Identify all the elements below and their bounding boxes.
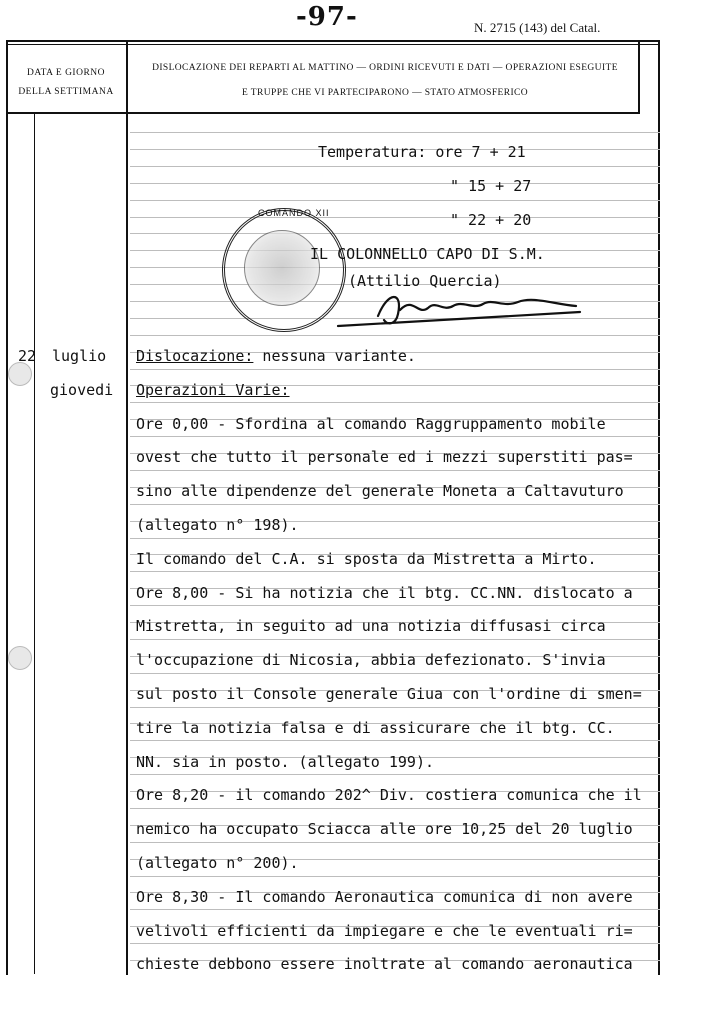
- line-text: nessuna variante.: [253, 347, 416, 365]
- entry-line: [136, 482, 624, 500]
- content-header-line2: E TRUPPE CHE VI PARTECIPARONO — STATO ATMOSFERICO: [242, 88, 528, 98]
- entry-day-number: 22: [18, 347, 37, 365]
- entry-line: [136, 786, 642, 804]
- entry-line: [136, 516, 299, 534]
- frame-left-line: [6, 40, 8, 975]
- ruled-line: [130, 267, 660, 268]
- punch-hole: [8, 362, 32, 386]
- ruled-line: [130, 436, 660, 437]
- line-text: (allegato n° 200).: [136, 854, 299, 872]
- content-header-line1: DISLOCAZIONE DEI REPARTI AL MATTINO — ORDINI RICEVUTI E DATI — OPERAZIONI ESEGUITE: [152, 63, 618, 73]
- line-text: tire la notizia falsa e di assicurare che il btg. CC.: [136, 718, 615, 737]
- ruled-line: [130, 504, 660, 505]
- ruled-line: [130, 166, 660, 167]
- catalog-reference: N. 2715 (143) del Catal.: [474, 20, 601, 35]
- entry-line: [136, 685, 642, 703]
- entry-line: [136, 719, 615, 737]
- entry-line: [136, 854, 299, 872]
- ruled-line: [130, 707, 660, 708]
- entry-line: [136, 347, 416, 365]
- line-text: velivoli efficienti da impiegare e che le eventuali ri=: [136, 921, 633, 940]
- ruled-line: [130, 200, 660, 201]
- temperature-line-3: " 22 + 20: [450, 211, 532, 229]
- entry-line: [136, 651, 606, 669]
- ruled-line: [130, 538, 660, 539]
- entry-line: [136, 617, 606, 635]
- line-text: sul posto il Console generale Giua con l'ordine di smen=: [136, 685, 642, 703]
- ruled-line: [130, 605, 660, 606]
- entry-line: [136, 550, 597, 568]
- ruled-line: [130, 943, 660, 944]
- ruled-line: [130, 470, 660, 471]
- handwritten-signature: [318, 286, 588, 336]
- ruled-line: [130, 740, 660, 741]
- content-column-header: [130, 56, 640, 106]
- date-column-line: [126, 40, 128, 975]
- date-header-line1: DATA E GIORNO: [26, 68, 106, 78]
- line-text: sino alle dipendenze del generale Moneta a Caltavuturo: [136, 482, 624, 501]
- line-text: chieste debbono essere inoltrate al comando aeronautica: [136, 955, 633, 974]
- date-column-header: [10, 64, 122, 102]
- ruled-line: [130, 909, 660, 910]
- entry-month: luglio: [52, 347, 107, 365]
- line-text: l'occupazione di Nicosia, abbia defezionato. S'invia: [136, 651, 606, 670]
- ruled-line: [130, 876, 660, 877]
- stamp-text: COMANDO XII: [258, 208, 330, 218]
- ruled-line: [130, 673, 660, 674]
- signature-name: (Attilio Quercia): [348, 272, 502, 290]
- line-text: ovest che tutto il personale ed i mezzi superstiti pas=: [136, 448, 633, 467]
- entry-line: [136, 888, 633, 906]
- entry-line: [136, 381, 290, 399]
- ruled-line: [130, 571, 660, 572]
- ruled-line: [130, 808, 660, 809]
- section-label: Dislocazione:: [136, 347, 254, 365]
- line-text: NN. sia in posto. (allegato 199).: [136, 752, 435, 771]
- ruled-line: [130, 217, 660, 218]
- ruled-line: [130, 369, 660, 370]
- entry-line: [136, 922, 633, 940]
- page-number: -97-: [296, 2, 358, 32]
- line-text: (allegato n° 198).: [136, 516, 299, 534]
- line-text: Ore 0,00 - Sfordina al comando Raggruppamento mobile: [136, 414, 606, 433]
- line-text: nemico ha occupato Sciacca alle ore 10,25 del 20 luglio: [136, 820, 633, 839]
- entry-line: [136, 955, 633, 973]
- ruled-line: [130, 183, 660, 184]
- entry-line: [136, 584, 633, 602]
- entry-weekday: giovedi: [50, 381, 114, 399]
- ruled-line: [130, 842, 660, 843]
- signature-title: IL COLONNELLO CAPO DI S.M.: [310, 245, 545, 263]
- line-text: Ore 8,20 - il comando 202^ Div. costiera comunica che il: [136, 786, 642, 805]
- ruled-line: [130, 233, 660, 234]
- section-label: Operazioni Varie:: [136, 380, 290, 399]
- entry-line: [136, 448, 633, 466]
- ruled-line: [130, 132, 660, 133]
- temperature-line-1: Temperatura: ore 7 + 21: [318, 143, 526, 161]
- frame-top-line: [6, 40, 660, 42]
- entry-line: [136, 820, 633, 838]
- line-text: Il comando del C.A. si sposta da Mistretta a Mirto.: [136, 549, 597, 568]
- entry-line: [136, 753, 434, 771]
- ruled-line: [130, 402, 660, 403]
- ruled-line: [130, 639, 660, 640]
- line-text: Ore 8,00 - Si ha notizia che il btg. CC.NN. dislocato a: [136, 583, 633, 602]
- line-text: Ore 8,30 - Il comando Aeronautica comunica di non avere: [136, 887, 633, 906]
- frame-right-line: [658, 40, 660, 975]
- punch-hole: [8, 646, 32, 670]
- line-text: Mistretta, in seguito ad una notizia diffusasi circa: [136, 617, 606, 636]
- ruled-line: [130, 774, 660, 775]
- header-bottom-line: [6, 112, 638, 114]
- entry-line: [136, 415, 606, 433]
- frame-top-line-inner: [6, 44, 660, 45]
- day-column-line: [34, 114, 35, 974]
- temperature-line-2: " 15 + 27: [450, 177, 532, 195]
- date-header-line2: DELLA SETTIMANA: [18, 87, 114, 97]
- stamp-emblem: [244, 230, 320, 306]
